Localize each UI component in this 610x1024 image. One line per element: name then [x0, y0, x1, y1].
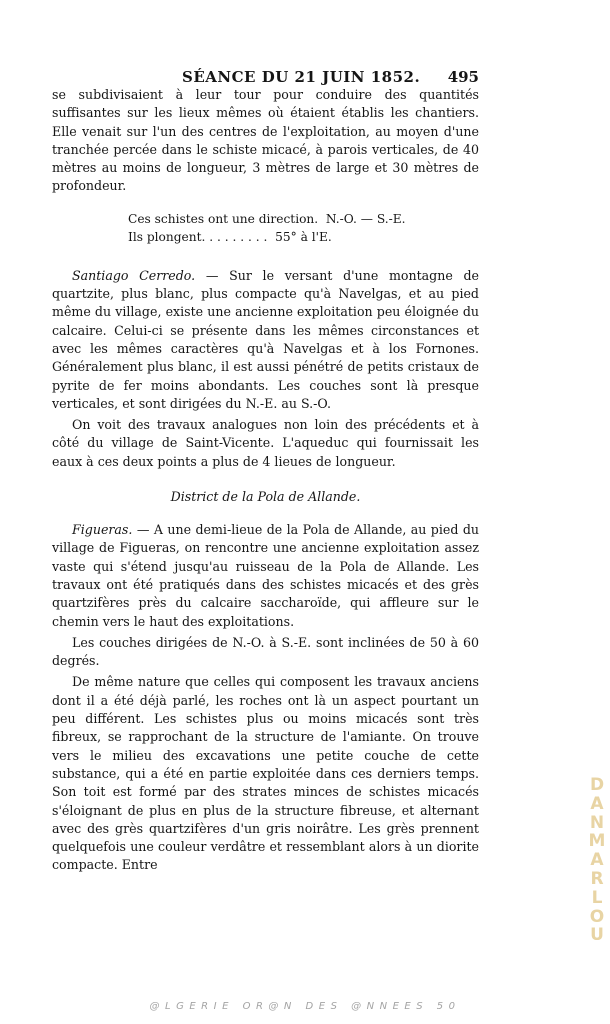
measurement-direction: Ces schistes ont une direction. N.-O. — S.-E.	[128, 211, 406, 226]
watermark-letter: A	[590, 793, 604, 814]
paragraph-saint-vicente: On voit des travaux analogues non loin des précédents et à côté du village de Saint-Vicente. L'aqueduc qui fournissait les eaux à ces deux points a plus de 4 lieues de longueur.	[52, 417, 479, 469]
paragraph-lead-santiago: Santiago Cerredo.	[72, 267, 196, 283]
footer-watermark: @LGERIE OR@N DES @NNEES 50	[149, 1001, 461, 1012]
paragraph-lead-figueras: Figueras.	[72, 522, 133, 538]
watermark-letter: O	[589, 906, 605, 927]
measurement-dip: Ils plongent. . . . . . . . . 55° à l'E.	[128, 229, 332, 244]
paragraph-figueras	[52, 521, 479, 631]
section-heading: District de la Pola de Allande.	[170, 489, 361, 505]
page-number: 495	[447, 68, 479, 86]
paragraph-santiago-cerredo	[52, 267, 479, 413]
measurement-table	[128, 210, 479, 246]
watermark-letter: M	[588, 831, 606, 852]
watermark-letter: D	[589, 775, 605, 795]
paragraph-text-figueras: — A une demi-lieue de la Pola de Allande, au pied du village de Figueras, on rencontre une ancienne exploitation assez vaste qui s'étend jusqu'au ruisseau de la Pola de Allande. Les travaux ont été pratiqués dans des schistes micacés et des grès quartzifères près du calcaire saccharoïde, qui affleure sur le chemin vers le haut des exploitations.	[52, 522, 479, 629]
paragraph-text-santiago: — Sur le versant d'une montagne de quartzite, plus blanc, plus compacte qu'à Navelgas, et au pied même du village, existe une ancienne exploitation peu éloignée du calcaire. Celui-ci se présente dans les mêmes circonstances et avec les mêmes caractères qu'à Navelgas et à los Fornones. Généralement plus blanc, il est aussi pénétré de petits cristaux de pyrite de fer moins abondants. Les couches sont là presque verticales, et sont dirigées du N.-E. au S.-O.	[52, 267, 479, 411]
watermark-letter: R	[590, 868, 604, 889]
paragraph-continuation: se subdivisaient à leur tour pour conduire des quantités suffisantes sur les lieux mêmes où étaient établis les chantiers. Elle venait sur l'un des centres de l'exploitation, au moyen d'une tranchée percée dans le schiste micacé, à parois verticales, de 40 mètres au moins de longueur, 3 mètres de large et 30 mètres de profondeur.	[52, 87, 479, 194]
paragraph-nature: De même nature que celles qui composent les travaux anciens dont il a été déjà parlé, les roches ont là un aspect pourtant un peu différent. Les schistes plus ou moins micacés sont très fibreux, se rapprochant de la structure de l'amiante. On trouve vers le milieu des excavations une petite couche de cette substance, qui a été en partie exploitée dans ces derniers temps. Son toit est formé par des strates minces de schistes micacés s'éloignant de plus en plus de la structure fibreuse, et alternant avec des grès quartzifères d'un gris noirâtre. Les grès prennent quelquefois une couleur verdâtre et ressemblant alors à un diorite compacte. Entre	[52, 674, 479, 873]
side-watermark	[588, 776, 606, 945]
watermark-letter: N	[589, 812, 605, 833]
header-title: SÉANCE DU 21 JUIN 1852.	[182, 68, 421, 86]
running-header	[52, 66, 479, 86]
page-content	[52, 66, 479, 875]
watermark-letter: A	[590, 850, 604, 871]
watermark-letter: U	[590, 925, 604, 946]
watermark-letter: L	[591, 887, 603, 908]
paragraph-couches: Les couches dirigées de N.-O. à S.-E. sont inclinées de 50 à 60 degrés.	[52, 634, 479, 669]
